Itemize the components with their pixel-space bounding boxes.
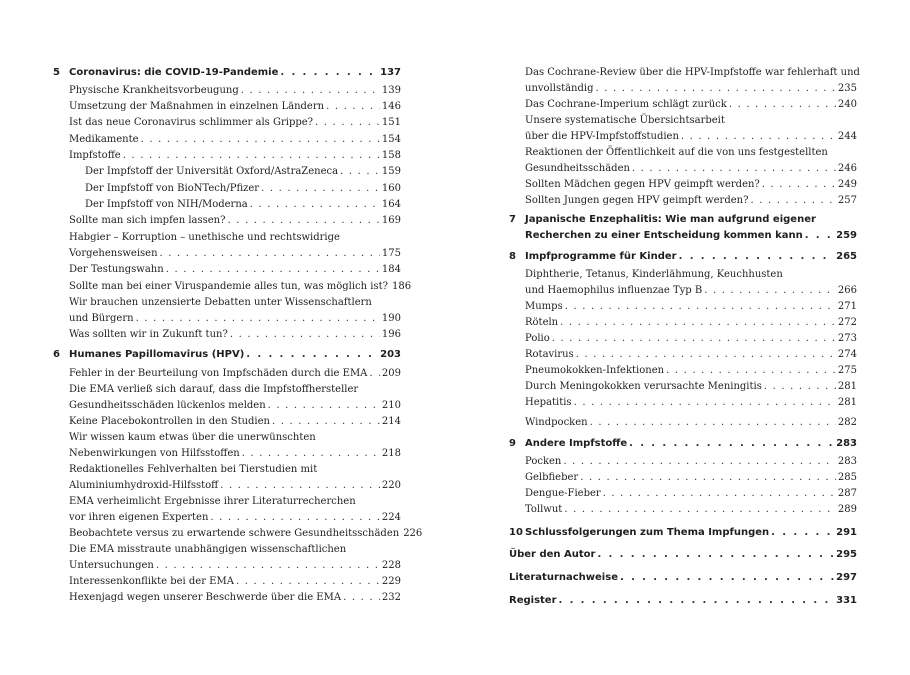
toc-entry-title: und Haemophilus influenzae Typ B [525, 285, 703, 296]
toc-section-entry [53, 132, 401, 148]
toc-page-number: 266 [837, 285, 857, 296]
toc-entry-title: Durch Meningokokken verursachte Meningitis [525, 381, 762, 392]
toc-entry-title: Windpocken [525, 417, 588, 428]
toc-section-entry [509, 454, 857, 470]
dot-leader [762, 177, 836, 193]
toc-entry-title: vor ihren eigenen Experten [69, 512, 209, 523]
dot-leader [156, 558, 380, 574]
dot-leader [340, 164, 380, 180]
toc-section-entry [53, 414, 401, 430]
toc-page-number: 289 [837, 504, 857, 515]
toc-page-number: 154 [381, 134, 401, 145]
chapter-number: 9 [509, 438, 516, 449]
toc-page-number: 287 [837, 488, 857, 499]
toc-section-entry [53, 462, 401, 478]
toc-section-entry [53, 526, 423, 542]
toc-page-number: 218 [381, 448, 401, 459]
dot-leader [227, 213, 379, 229]
toc-page-number: 229 [381, 576, 401, 587]
toc-section-entry [509, 65, 860, 81]
dot-leader [236, 574, 380, 590]
toc-entry-title: Reaktionen der Öffentlichkeit auf die von uns festgestellten [525, 147, 828, 158]
dot-leader [123, 148, 380, 164]
toc-entry-title: Die EMA misstraute unabhängigen wissenschaftlichen [69, 544, 347, 555]
toc-entry-title: Aluminiumhydroxid-Hilfsstoff [69, 480, 219, 491]
toc-page-number: 285 [837, 472, 857, 483]
toc-page-number: 224 [381, 512, 401, 523]
toc-entry-title: Humanes Papillomavirus (HPV) [69, 349, 245, 360]
dot-leader [620, 570, 834, 586]
dot-leader [141, 132, 380, 148]
toc-section-entry [53, 148, 401, 164]
dot-leader [603, 486, 836, 502]
toc-entry-title: Vorgehensweisen [69, 248, 158, 259]
dot-leader [280, 65, 378, 81]
dot-leader [160, 246, 380, 262]
toc-page-number: 244 [837, 131, 857, 142]
toc-entry-title: Sollte man bei einer Viruspandemie alles tun, was möglich ist? [69, 281, 388, 292]
toc-entry-title: Pocken [525, 456, 562, 467]
dot-leader [210, 510, 379, 526]
dot-leader [272, 414, 380, 430]
toc-entry-title: Gesundheitsschäden lückenlos melden [69, 400, 266, 411]
toc-page-number: 235 [837, 83, 857, 94]
toc-entry-title: Der Impfstoff der Universität Oxford/AstraZeneca [85, 166, 339, 177]
dot-leader [704, 283, 836, 299]
dot-leader [220, 478, 380, 494]
dot-leader [246, 347, 378, 363]
dot-leader [666, 363, 836, 379]
toc-entry-title: Nebenwirkungen von Hilfsstoffen [69, 448, 240, 459]
toc-page-number: 283 [836, 438, 857, 449]
toc-section-entry [509, 315, 857, 331]
toc-entry-title: Der Impfstoff von NIH/Moderna [85, 199, 248, 210]
toc-subsection-entry [53, 164, 401, 180]
toc-section-entry [53, 382, 401, 398]
toc-entry-title: Interessenkonflikte bei der EMA [69, 576, 234, 587]
toc-page-number: 283 [837, 456, 857, 467]
toc-page-number: 232 [381, 592, 401, 603]
toc-entry-title: Unsere systematische Übersichtsarbeit [525, 115, 725, 126]
toc-entry-title: Impfstoffe [69, 150, 121, 161]
toc-page-number: 175 [381, 248, 401, 259]
toc-section-entry [53, 558, 401, 574]
toc-entry-title: Pneumokokken-Infektionen [525, 365, 665, 376]
dot-leader [771, 525, 834, 541]
toc-entry-title: Diphtherie, Tetanus, Kinderlähmung, Keuchhusten [525, 269, 783, 280]
dot-leader [574, 395, 836, 411]
toc-section-entry [53, 510, 401, 526]
toc-entry-title: Hepatitis [525, 397, 572, 408]
toc-page-number: 146 [381, 101, 401, 112]
toc-entry-title: Was sollten wir in Zukunft tun? [69, 329, 228, 340]
toc-entry-title: Wir brauchen unzensierte Debatten unter Wissenschaftlern [69, 297, 372, 308]
toc-entry-title: über die HPV-Impfstoffstudien [525, 131, 679, 142]
dot-leader [565, 299, 836, 315]
dot-leader [560, 315, 836, 331]
toc-section-entry [53, 115, 401, 131]
toc-section-entry [509, 129, 857, 145]
toc-entry-title: Register [509, 595, 557, 606]
toc-page-number: 249 [837, 179, 857, 190]
toc-entry-title: Gelbfieber [525, 472, 579, 483]
dot-leader [315, 115, 380, 131]
toc-page-number: 139 [381, 85, 401, 96]
toc-entry-title: Dengue-Fieber [525, 488, 601, 499]
toc-page-number: 259 [836, 230, 857, 241]
toc-entry-title: Die EMA verließ sich darauf, dass die Impfstoffhersteller [69, 384, 359, 395]
toc-section-entry [53, 327, 401, 343]
toc-section-entry [509, 145, 857, 161]
dot-leader [261, 181, 380, 197]
toc-section-entry [53, 494, 401, 510]
toc-page-number: 271 [837, 301, 857, 312]
dot-leader [250, 197, 380, 213]
dot-leader [242, 446, 380, 462]
toc-page-number: 272 [837, 317, 857, 328]
toc-entry-title: Physische Krankheitsvorbeugung [69, 85, 239, 96]
toc-entry-title: Medikamente [69, 134, 139, 145]
toc-page-number: 297 [836, 572, 857, 583]
toc-subsection-entry [53, 197, 401, 213]
toc-section-entry [509, 379, 857, 395]
dot-leader [805, 228, 834, 244]
dot-leader [681, 129, 836, 145]
toc-entry-title: unvollständig [525, 83, 594, 94]
dot-leader [241, 83, 380, 99]
toc-section-entry [509, 193, 857, 209]
toc-section-entry [53, 542, 401, 558]
dot-leader [596, 81, 836, 97]
toc-page-number: 265 [836, 251, 857, 262]
toc-entry-title: Polio [525, 333, 550, 344]
toc-page-number: 240 [837, 99, 857, 110]
toc-entry-title: Hexenjagd wegen unserer Beschwerde über die EMA [69, 592, 342, 603]
toc-section-entry [53, 99, 401, 115]
dot-leader [166, 262, 380, 278]
toc-backmatter-entry [509, 593, 857, 609]
dot-leader [750, 193, 835, 209]
toc-page-number: 257 [837, 195, 857, 206]
toc-entry-title: EMA verheimlicht Ergebnisse ihrer Literaturrecherchen [69, 496, 356, 507]
toc-entry-title: Mumps [525, 301, 563, 312]
toc-section-entry [53, 430, 401, 446]
dot-leader [580, 470, 836, 486]
dot-leader [563, 454, 836, 470]
dot-leader [230, 327, 380, 343]
toc-entry-title: Das Cochrane-Review über die HPV-Impfstoffe war fehlerhaft und [525, 67, 860, 78]
toc-entry-title: Impfprogramme für Kinder [525, 251, 677, 262]
toc-section-entry [509, 113, 857, 129]
toc-entry-title: Röteln [525, 317, 559, 328]
toc-page-number: 331 [836, 595, 857, 606]
toc-section-entry [509, 415, 857, 431]
toc-entry-title: Japanische Enzephalitis: Wie man aufgrund eigener [525, 214, 816, 225]
toc-page-number: 196 [381, 329, 401, 340]
toc-entry-title: Sollte man sich impfen lassen? [69, 215, 226, 226]
toc-entry-title: Tollwut [525, 504, 563, 515]
toc-page-number: 164 [381, 199, 401, 210]
toc-entry-title: Sollten Jungen gegen HPV geimpft werden? [525, 195, 749, 206]
chapter-number: 7 [509, 214, 516, 225]
toc-section-entry [53, 398, 401, 414]
dot-leader [268, 398, 380, 414]
toc-section-entry [53, 574, 401, 590]
toc-entry-title: Schlussfolgerungen zum Thema Impfungen [525, 527, 770, 538]
toc-section-entry [53, 262, 401, 278]
toc-entry-title: Literaturnachweise [509, 572, 618, 583]
toc-entry-title: Umsetzung der Maßnahmen in einzelnen Ländern [69, 101, 325, 112]
toc-section-entry [53, 279, 412, 295]
toc-page-number: 158 [381, 150, 401, 161]
toc-entry-title: Recherchen zu einer Entscheidung kommen kann [525, 230, 803, 241]
toc-section-entry [53, 246, 401, 262]
toc-section-entry [53, 311, 401, 327]
toc-page-number: 226 [403, 528, 423, 539]
toc-entry-title: Rotavirus [525, 349, 574, 360]
toc-entry-title: Der Impfstoff von BioNTech/Pfizer [85, 183, 260, 194]
toc-chapter-entry [53, 65, 401, 81]
dot-leader [679, 249, 835, 265]
toc-entry-title: Keine Placebokontrollen in den Studien [69, 416, 270, 427]
dot-leader [632, 161, 836, 177]
toc-page-number: 291 [836, 527, 857, 538]
toc-entry-title: Untersuchungen [69, 560, 154, 571]
toc-subsection-entry [53, 181, 401, 197]
chapter-number: 5 [53, 67, 60, 78]
dot-leader [564, 502, 836, 518]
toc-entry-title: Wir wissen kaum etwas über die unerwünschten [69, 432, 316, 443]
dot-leader [552, 331, 836, 347]
toc-chapter-entry [53, 347, 401, 363]
toc-section-entry [53, 366, 401, 382]
toc-page-number: 228 [381, 560, 401, 571]
toc-page-number: 246 [837, 163, 857, 174]
toc-section-entry [53, 446, 401, 462]
dot-leader [326, 99, 380, 115]
toc-page-number: 159 [381, 166, 401, 177]
toc-section-entry [53, 213, 401, 229]
toc-page-number: 186 [391, 281, 412, 292]
chapter-number: 8 [509, 251, 516, 262]
toc-page-number: 220 [381, 480, 401, 491]
toc-section-entry [53, 83, 401, 99]
toc-section-entry [53, 295, 401, 311]
toc-page-number: 275 [837, 365, 857, 376]
dot-leader [629, 436, 834, 452]
toc-section-entry [509, 177, 857, 193]
toc-backmatter-entry [509, 547, 857, 563]
toc-page-number: 137 [380, 67, 401, 78]
toc-chapter-entry [509, 525, 857, 541]
toc-section-entry [53, 230, 401, 246]
toc-page-number: 190 [381, 313, 401, 324]
dot-leader [576, 347, 836, 363]
toc-page-number: 273 [837, 333, 857, 344]
toc-section-entry [509, 347, 857, 363]
toc-section-entry [509, 81, 857, 97]
toc-entry-title: Über den Autor [509, 549, 596, 560]
toc-chapter-entry [509, 249, 857, 265]
toc-section-entry [509, 486, 857, 502]
toc-section-entry [509, 502, 857, 518]
toc-entry-title: und Bürgern [69, 313, 134, 324]
toc-chapter-entry [509, 436, 857, 452]
toc-section-entry [509, 299, 857, 315]
toc-page-number: 169 [381, 215, 401, 226]
dot-leader [590, 415, 836, 431]
toc-backmatter-entry [509, 570, 857, 586]
toc-entry-title: Das Cochrane-Imperium schlägt zurück [525, 99, 727, 110]
toc-entry-title: Habgier – Korruption – unethische und rechtswidrige [69, 232, 340, 243]
toc-page-number: 281 [837, 381, 857, 392]
dot-leader [597, 547, 834, 563]
toc-page-number: 282 [837, 417, 857, 428]
toc-entry-title: Andere Impfstoffe [525, 438, 628, 449]
toc-section-entry [509, 283, 857, 299]
dot-leader [343, 590, 380, 606]
chapter-number: 6 [53, 349, 60, 360]
toc-page-number: 281 [837, 397, 857, 408]
dot-leader [136, 311, 380, 327]
toc-page-number: 274 [837, 349, 857, 360]
toc-entry-title: Gesundheitsschäden [525, 163, 630, 174]
dot-leader [764, 379, 836, 395]
toc-page-number: 151 [381, 117, 401, 128]
toc-section-entry [509, 161, 857, 177]
dot-leader [369, 366, 380, 382]
toc-entry-title: Coronavirus: die COVID-19-Pandemie [69, 67, 279, 78]
toc-page-number: 160 [381, 183, 401, 194]
toc-page-number: 210 [381, 400, 401, 411]
toc-page-number: 184 [381, 264, 401, 275]
dot-leader [559, 593, 835, 609]
toc-entry-title: Beobachtete versus zu erwartende schwere Gesundheitsschäden [69, 528, 400, 539]
toc-section-entry [509, 267, 857, 283]
toc-section-entry [509, 97, 857, 113]
toc-page-number: 203 [380, 349, 401, 360]
toc-entry-title: Fehler in der Beurteilung von Impfschäden durch die EMA [69, 368, 368, 379]
toc-page-number: 295 [836, 549, 857, 560]
toc-entry-title: Ist das neue Coronavirus schlimmer als Grippe? [69, 117, 314, 128]
chapter-number: 10 [509, 527, 523, 538]
toc-page-number: 209 [381, 368, 401, 379]
toc-section-entry [509, 363, 857, 379]
toc-section-entry [53, 478, 401, 494]
toc-chapter-entry [509, 212, 857, 228]
toc-entry-title: Redaktionelles Fehlverhalten bei Tierstudien mit [69, 464, 318, 475]
toc-entry-title: Sollten Mädchen gegen HPV geimpft werden? [525, 179, 760, 190]
toc-section-entry [509, 331, 857, 347]
toc-entry-title: Der Testungswahn [69, 264, 164, 275]
toc-chapter-entry-continued [509, 228, 857, 244]
toc-section-entry [509, 470, 857, 486]
toc-section-entry [53, 590, 401, 606]
toc-page-number: 214 [381, 416, 401, 427]
dot-leader [729, 97, 836, 113]
toc-section-entry [509, 395, 857, 411]
